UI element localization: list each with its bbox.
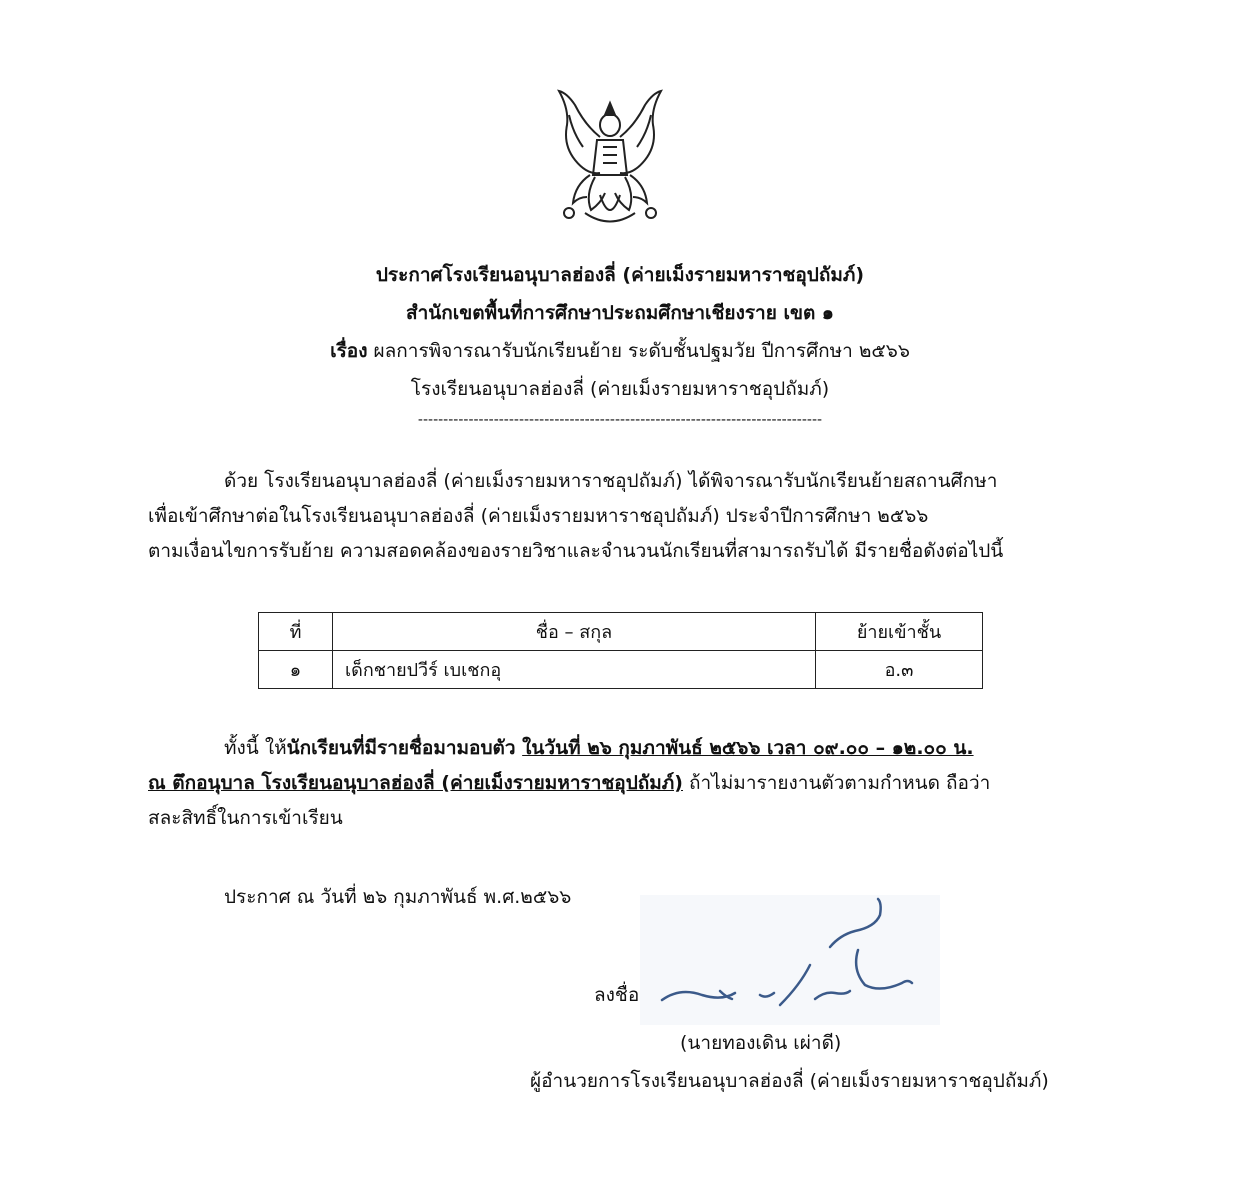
sign-label: ลงชื่อ <box>594 984 640 1006</box>
notice-line-3: สละสิทธิ์ในการเข้าเรียน <box>148 807 343 829</box>
table-header-row <box>259 613 983 651</box>
notice-line-2 <box>148 766 1090 801</box>
col-header-class: ย้ายเข้าชั้น <box>816 613 983 651</box>
header-subject <box>150 334 1090 368</box>
signatory-title: ผู้อำนวยการโรงเรียนอนุบาลฮ่องลี่ (ค่ายเม็งรายมหาราชอุปถัมภ์) <box>530 1070 1049 1092</box>
notice-line-1 <box>148 731 1090 766</box>
notice-suffix: ถ้าไม่มารายงานตัวตามกำหนด ถือว่า <box>683 772 991 794</box>
table-row <box>259 651 983 689</box>
col-header-no: ที่ <box>259 613 333 651</box>
title-line-2: สำนักเขตพื้นที่การศึกษาประถมศึกษาเชียงราย เขต ๑ <box>406 302 834 324</box>
cell-no: ๑ <box>259 651 333 689</box>
dashed-divider: -------------------------------------------------------------------------------- <box>417 412 823 428</box>
announcement-date: ประกาศ ณ วันที่ ๒๖ กุมภาพันธ์ พ.ศ.๒๕๖๖ <box>224 886 572 908</box>
intro-paragraph <box>148 464 1090 569</box>
title-line-4: โรงเรียนอนุบาลฮ่องลี่ (ค่ายเม็งรายมหาราชอุปถัมภ์) <box>410 378 830 400</box>
header-line-1 <box>150 258 1090 292</box>
intro-line-2: เพื่อเข้าศึกษาต่อในโรงเรียนอนุบาลฮ่องลี่ (ค่ายเม็งรายมหาราชอุปถัมภ์) ประจำปีการศึกษา ๒๕๖๖ <box>148 505 929 527</box>
notice-location: ณ ตึกอนุบาล โรงเรียนอนุบาลฮ่องลี่ (ค่ายเม็งรายมหาราชอุปถัมภ์) <box>148 772 683 794</box>
intro-line-3: ตามเงื่อนไขการรับย้าย ความสอดคล้องของรายวิชาและจำนวนนักเรียนที่สามารถรับได้ มีรายชื่อดังต่อไปนี้ <box>148 540 1004 562</box>
header-line-2 <box>150 296 1090 330</box>
col-header-name: ชื่อ – สกุล <box>333 613 816 651</box>
garuda-emblem-icon <box>545 85 675 235</box>
notice-prefix: ทั้งนี้ ให้ <box>224 737 287 759</box>
subject-text: ผลการพิจารณารับนักเรียนย้าย ระดับชั้นปฐมวัย ปีการศึกษา ๒๕๖๖ <box>367 340 910 362</box>
title-line-1: ประกาศโรงเรียนอนุบาลฮ่องลี่ (ค่ายเม็งรายมหาราชอุปถัมภ์) <box>375 264 865 286</box>
subject-label: เรื่อง <box>330 340 368 362</box>
header-line-4 <box>150 372 1090 406</box>
notice-paragraph <box>148 731 1090 836</box>
notice-bold: นักเรียนที่มีรายชื่อมามอบตัว <box>286 737 523 759</box>
intro-line-1 <box>148 464 1090 499</box>
cell-name: เด็กชายปวีร์ เบเชกอุ <box>333 651 816 689</box>
student-table <box>258 612 983 689</box>
intro-text-1: ด้วย โรงเรียนอนุบาลฮ่องลี่ (ค่ายเม็งรายมหาราชอุปถัมภ์) ได้พิจารณารับนักเรียนย้ายสถานศึกษา <box>224 470 998 492</box>
cell-class: อ.๓ <box>816 651 983 689</box>
signatory-name: (นายทองเดิน เผ่าดี) <box>680 1032 842 1054</box>
handwritten-signature <box>640 895 940 1025</box>
notice-date-time: ในวันที่ ๒๖ กุมภาพันธ์ ๒๕๖๖ เวลา ๐๙.๐๐ – ๑๒.๐๐ น. <box>522 737 974 759</box>
